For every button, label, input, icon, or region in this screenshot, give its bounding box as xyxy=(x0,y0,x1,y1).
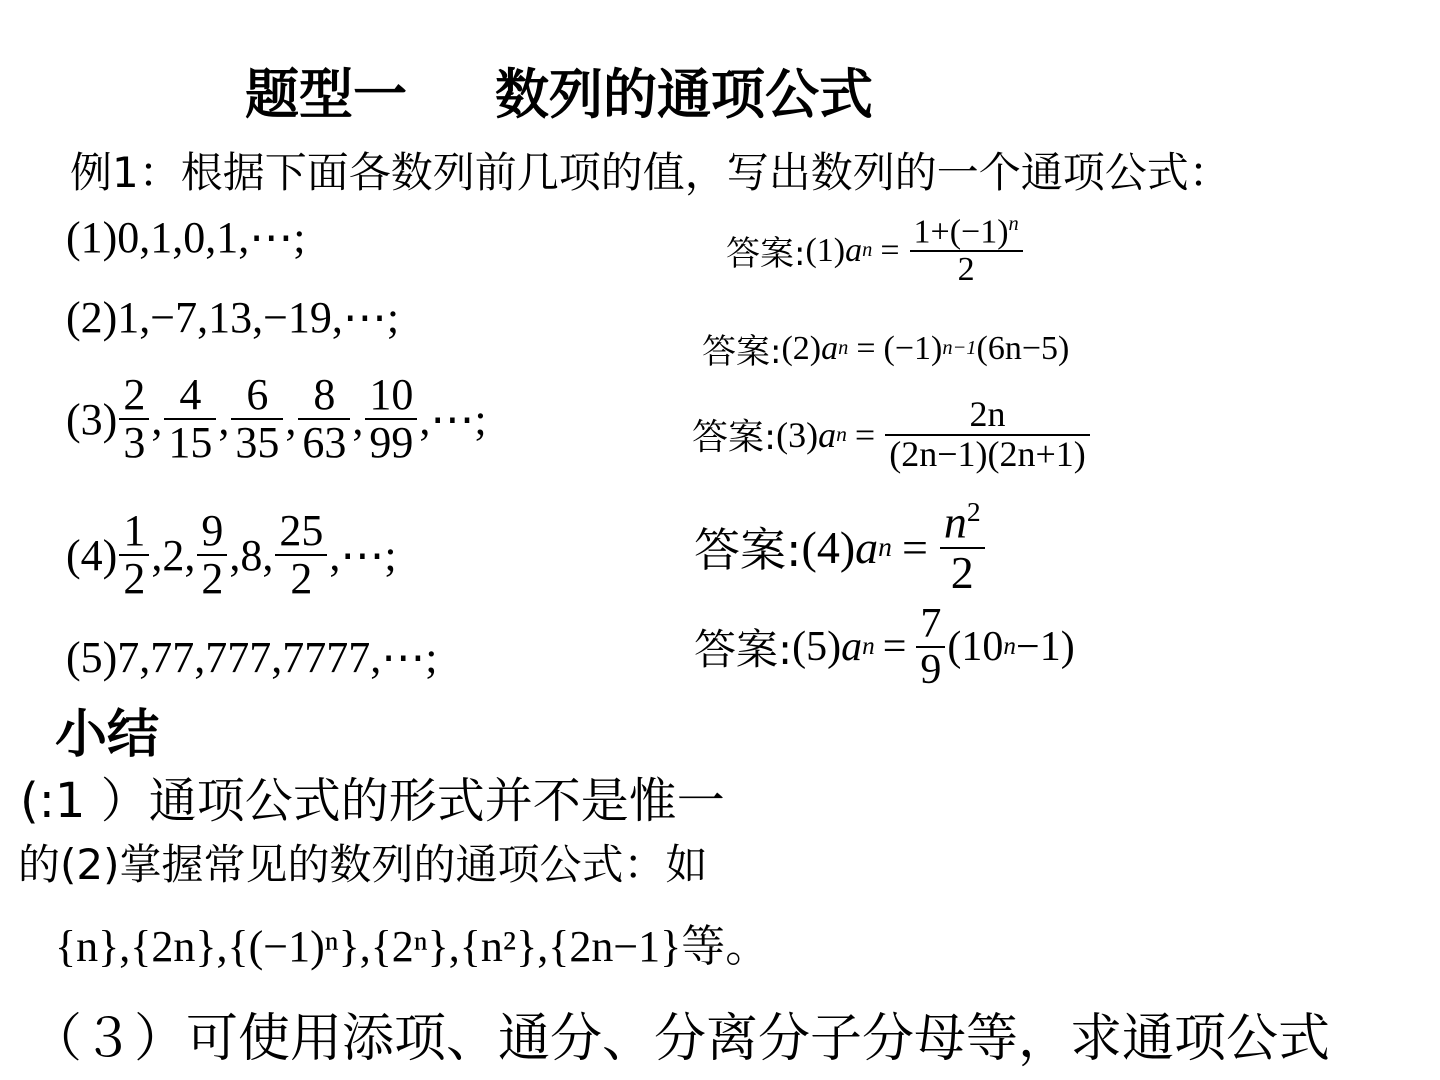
summary-heading: 小结 xyxy=(55,705,160,765)
answer-2: 答案: (2) a n = (−1) n−1 (6n−5) xyxy=(702,329,1070,372)
summary-line-1: (:1 ）通项公式的形式并不是惟一 xyxy=(20,773,725,829)
answer-5-fraction: $\frac{7}{9}$ xyxy=(916,602,945,692)
example-prompt: 例1：根据下面各数列前几项的值，写出数列的一个通项公式： xyxy=(70,148,1231,197)
q3-fraction: $\frac{4}{15}$ xyxy=(164,372,216,466)
q4-fraction: $\frac{9}{2}$ xyxy=(197,508,227,602)
question-3: (3) $\frac{2}{3}$ , $\frac{4}{15}$ , $\frac{6}{35}$ , $\frac{8}{63}$ , $\frac{10}{99}$ ,⋯; xyxy=(66,370,487,468)
summary-formula-list: {n},{2n},{(−1)ⁿ},{2ⁿ},{n²},{2n−1}等。 xyxy=(55,922,770,971)
q3-fraction: $\frac{8}{63}$ xyxy=(298,372,350,466)
question-4: (4) $\frac{1}{2}$ ,2, $\frac{9}{2}$ ,8, $\frac{25}{2}$ ,⋯; xyxy=(66,506,397,604)
question-2: (2)1,−7,13,−19,⋯; xyxy=(66,293,400,342)
answer-3-fraction: $\frac{2n}{(2n-1)(2n+1)}$ xyxy=(885,396,1090,474)
summary-line-3: （３）可使用添项、通分、分离分子分母等，求通项公式 xyxy=(30,1009,1331,1069)
q3-fraction: $\frac{6}{35}$ xyxy=(231,372,283,466)
q3-prefix: (3) xyxy=(66,394,118,444)
page-title xyxy=(245,52,873,129)
answer-4: 答案: (4) a n = $\frac{n^2}{2}$ xyxy=(694,498,987,597)
answer-4-fraction: $\frac{n^2}{2}$ xyxy=(940,498,985,597)
q4-fraction: $\frac{1}{2}$ xyxy=(119,508,149,602)
answer-1-fraction: $\frac{1+(-1)^n}{2}$ xyxy=(910,214,1023,288)
q4-fraction: $\frac{25}{2}$ xyxy=(275,508,327,602)
title-part1: 题型一 xyxy=(245,63,407,126)
answer-3: 答案: (3) a n = $\frac{2n}{(2n-1)(2n+1)}$ xyxy=(692,396,1092,474)
q3-fraction: $\frac{10}{99}$ xyxy=(365,372,417,466)
answer-5: 答案: (5) a n = $\frac{7}{9}$ (10 n −1) xyxy=(694,601,1075,694)
summary-line-2: 的(2)掌握常见的数列的通项公式：如 xyxy=(18,840,708,889)
question-5: (5)7,77,777,7777,⋯; xyxy=(66,633,438,682)
answer-1: 答案: (1) a n = $\frac{1+(-1)^n}{2}$ xyxy=(726,214,1025,288)
q3-fraction: $\frac{2}{3}$ xyxy=(119,372,149,466)
title-part2: 数列的通项公式 xyxy=(495,63,873,126)
question-1: (1)0,1,0,1,⋯; xyxy=(66,213,306,262)
q3-suffix: ,⋯; xyxy=(419,394,487,444)
